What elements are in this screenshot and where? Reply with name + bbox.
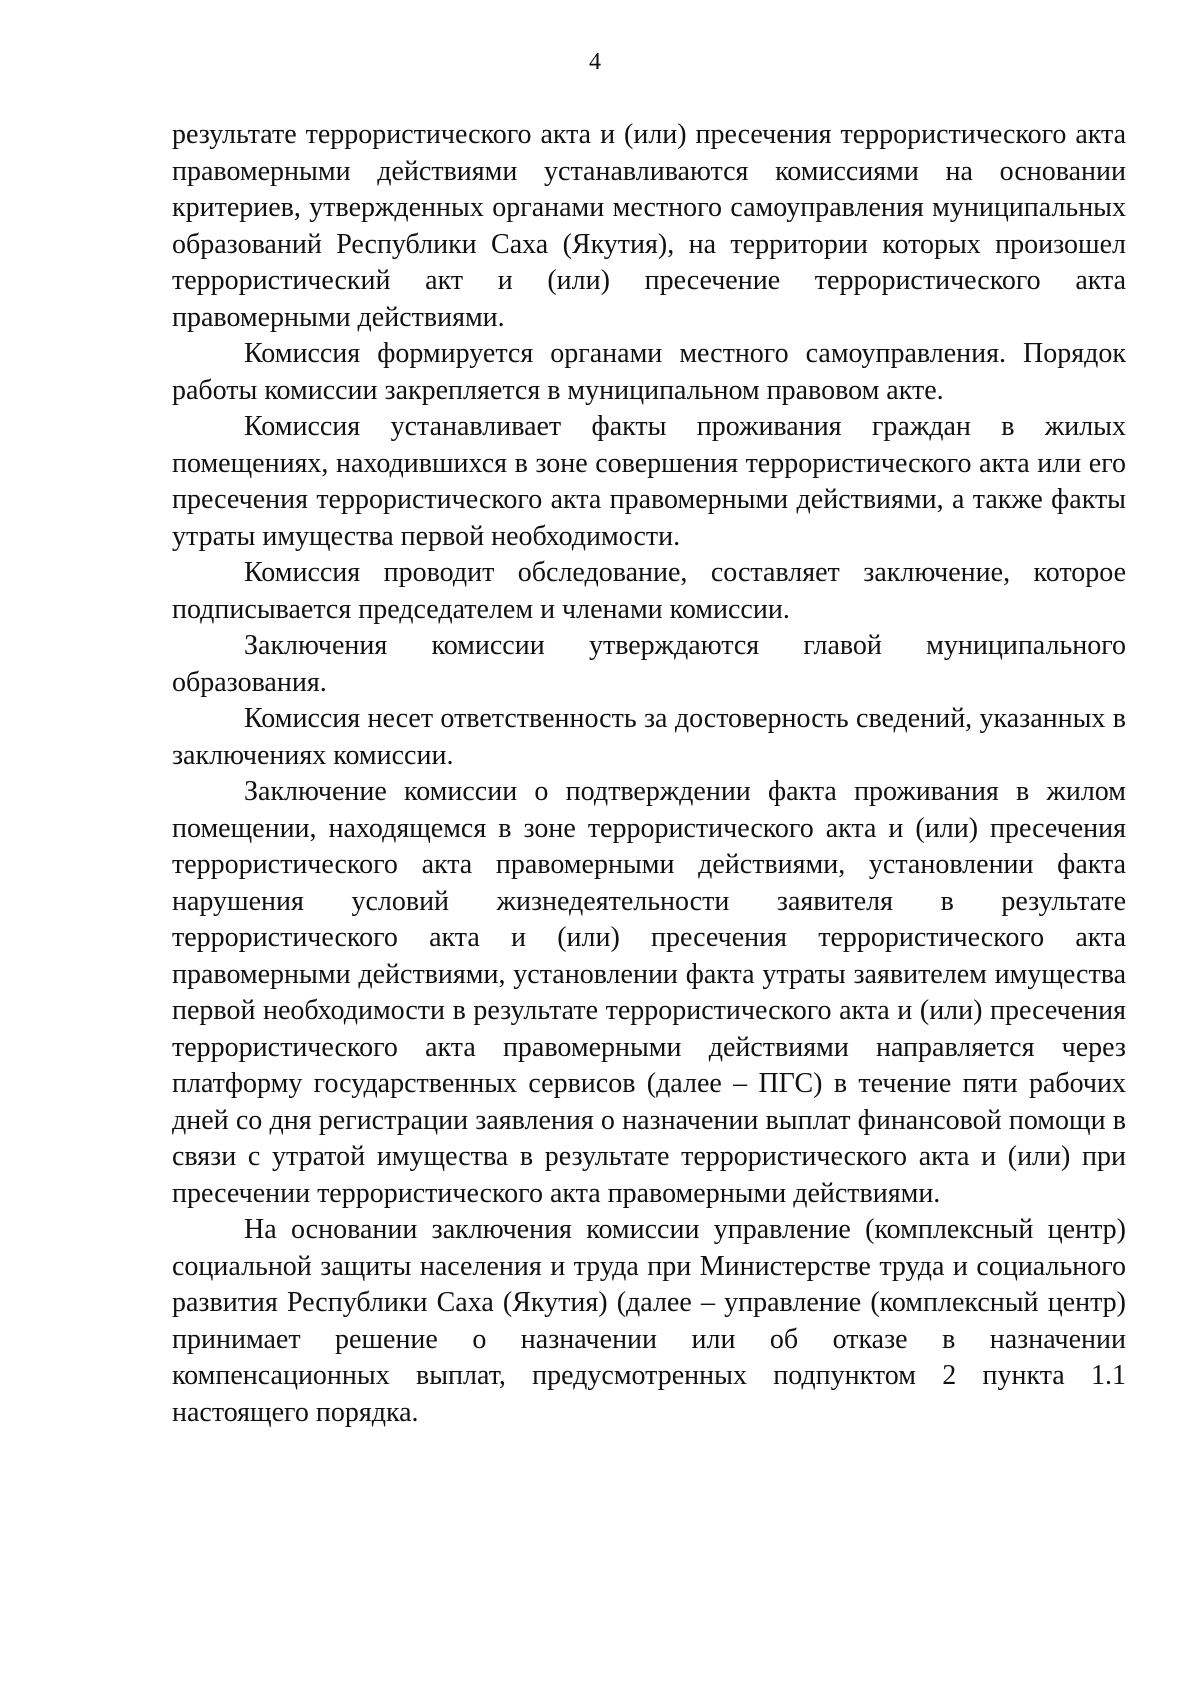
paragraph-commission-responsibility: Комиссия несет ответственность за достоверность сведений, указанных в заключениях комиссии.: [172, 703, 1126, 771]
paragraph-conclusions-approval: Заключения комиссии утверждаются главой муниципального образования.: [172, 630, 1126, 698]
paragraph-continuation: результате террористического акта и (или) пресечения террористического акта правомерными действиями устанавливаются комиссиями на основании критериев, утвержденных органами местного самоуправления муниципальных образований Республики Саха (Якутия), на территории которых произошел террористический акт и (или) пресечение террористического акта правомерными действиями.: [172, 119, 1126, 333]
paragraph-conclusion-submission: Заключение комиссии о подтверждении факта проживания в жилом помещении, находящемся в зоне террористического акта и (или) пресечения террористического акта правомерными действиями, установлении факта нарушения условий жизнедеятельности заявителя в результате террористического акта и (или) пресечения террористического акта правомерными действиями, установлении факта утраты заявителем имущества первой необходимости в результате террористического акта и (или) пресечения террористического акта правомерными действиями направляется через платформу государственных сервисов (далее – ПГС) в течение пяти рабочих дней со дня регистрации заявления о назначении выплат финансовой помощи в связи с утратой имущества в результате террористического акта и (или) при пресечении террористического акта правомерными действиями.: [172, 776, 1126, 1209]
paragraph-commission-establishes-facts: Комиссия устанавливает факты проживания граждан в жилых помещениях, находившихся в зоне совершения террористического акта или его пресечения террористического акта правомерными действиями, а также факты утраты имущества первой необходимости.: [172, 411, 1126, 552]
paragraph-payment-decision: На основании заключения комиссии управление (комплексный центр) социальной защиты населения и труда при Министерстве труда и социального развития Республики Саха (Якутия) (далее – управление (комплексный центр) принимает решение о назначении или об отказе в назначении компенсационных выплат, предусмотренных подпунктом 2 пункта 1.1 настоящего порядка.: [172, 1214, 1126, 1428]
document-body: [172, 117, 1126, 1431]
page-number: 4: [589, 49, 601, 75]
paragraph-commission-formation: Комиссия формируется органами местного самоуправления. Порядок работы комиссии закрепляется в муниципальном правовом акте.: [172, 338, 1126, 406]
paragraph-commission-inspection: Комиссия проводит обследование, составляет заключение, которое подписывается председателем и членами комиссии.: [172, 557, 1126, 625]
